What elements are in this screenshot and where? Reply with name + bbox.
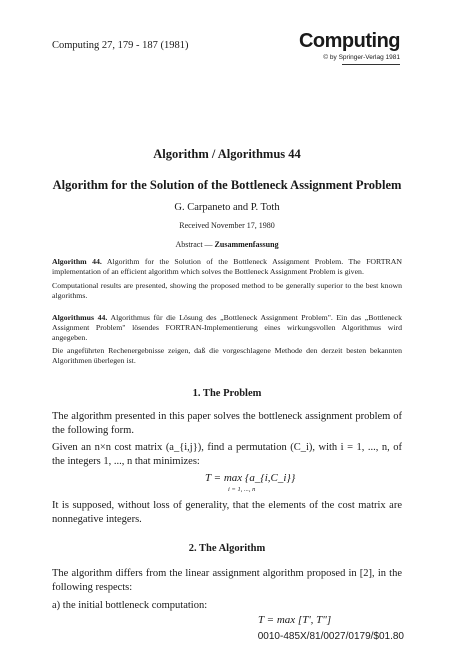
- section-2-item-a: a) the initial bottleneck computation:: [52, 600, 208, 611]
- section-2-heading: 2. The Algorithm: [188, 543, 266, 554]
- journal-logo: Computing: [298, 30, 400, 52]
- footer-code: 0010-485X/81/0027/0179/$01.80: [257, 631, 404, 642]
- abstract-p1-text: Algorithm for the Solution of the Bottleneck Assignment Problem. The FORTRAN implementation of an efficient algorithm which solves the Bottleneck Assignment Problem is given.: [52, 257, 403, 276]
- initial-bottleneck-formula: T = max [T', T"]: [258, 614, 332, 626]
- journal-citation: Computing 27, 179 - 187 (1981): [52, 40, 189, 51]
- authors: G. Carpaneto and P. Toth: [174, 202, 280, 213]
- journal-logo-block: [299, 30, 400, 65]
- abstract-heading: [0, 240, 454, 249]
- paper-title: Algorithm for the Solution of the Bottleneck Assignment Problem: [52, 178, 402, 192]
- abstract-paragraph-1: [52, 257, 402, 277]
- section-1-paragraph-3: It is supposed, without loss of generality, that the elements of the cost matrix are nonnegative integers.: [52, 500, 402, 525]
- zusammenfassung-p1-lead: Algorithmus 44.: [52, 313, 108, 322]
- abstract-separator: —: [202, 240, 215, 249]
- zusammenfassung-label: Zusammenfassung: [214, 240, 279, 249]
- algorithm-title: Algorithm / Algorithmus 44: [153, 147, 301, 161]
- logo-rule: [342, 64, 400, 65]
- section-1-paragraph-2: Given an n×n cost matrix (a_{i,j}), find a permutation (C_i), with i = 1, ..., n, of the integers 1, ..., n that minimizes:: [52, 442, 402, 467]
- section-1-paragraph-1: The algorithm presented in this paper solves the bottleneck assignment problem of the following form.: [52, 411, 402, 436]
- publisher-line: © by Springer-Verlag 1981: [323, 54, 400, 61]
- zusammenfassung-paragraph-1: [52, 313, 402, 343]
- bottleneck-formula-subscript: i = 1, ..., n: [228, 486, 256, 493]
- received-date: Received November 17, 1980: [179, 221, 275, 230]
- zusammenfassung-p1-text: Algorithmus für die Lösung des „Bottleneck Assignment Problem". Ein das „Bottleneck Assignment Problem" lösendes FORTRAN-Implementierung eines wirkungsvollen Algorithmus wird angegeben.: [52, 313, 403, 342]
- abstract-p1-lead: Algorithm 44.: [52, 257, 102, 266]
- abstract-label: Abstract: [175, 240, 203, 249]
- bottleneck-formula: T = max {a_{i,C_i}}: [205, 472, 296, 484]
- zusammenfassung-paragraph-2: Die angeführten Rechenergebnisse zeigen, daß die vorgeschlagene Methode den derzeit besten bekannten Algorithmen überlegen ist.: [52, 346, 402, 365]
- section-1-heading: 1. The Problem: [192, 388, 262, 399]
- section-2-paragraph-1: The algorithm differs from the linear assignment algorithm proposed in [2], in the following respects:: [52, 568, 402, 593]
- abstract-paragraph-2: Computational results are presented, showing the proposed method to be generally superior to the best known algorithms.: [52, 281, 402, 300]
